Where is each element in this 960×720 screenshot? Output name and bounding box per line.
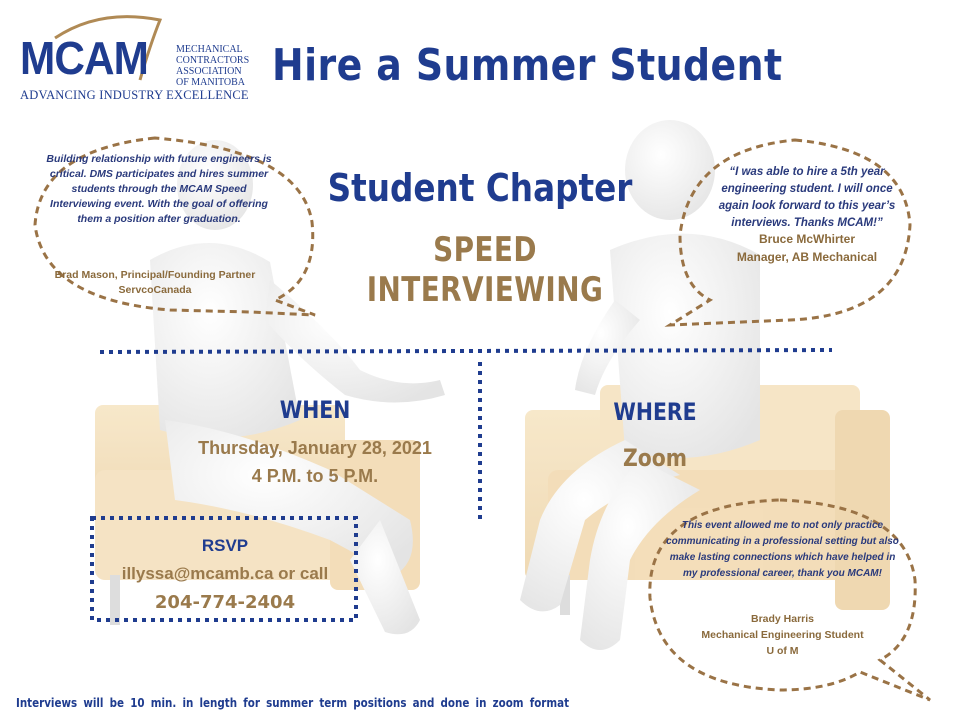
- event-time: 4 P.M. to 5 P.M.: [251, 466, 379, 486]
- event-name: SPEED INTERVIEWING: [366, 230, 604, 310]
- rsvp-contact: [100, 564, 350, 584]
- rsvp-heading: RSVP: [201, 536, 249, 555]
- quote-author: Brad Mason, Principal/Founding Partner: [54, 269, 256, 281]
- where-heading: WHERE: [613, 398, 697, 426]
- quote-company: ServcoCanada: [118, 284, 192, 296]
- footer-note: Interviews will be 10 min. in length for summer term positions and done in zoom format: [16, 696, 570, 710]
- quote-school: U of M: [766, 645, 799, 657]
- logo-org-line: CONTRACTORS: [176, 55, 250, 66]
- logo-organization-name: [176, 44, 271, 88]
- quote-company: Manager, AB Mechanical: [736, 250, 878, 264]
- page-title: Hire a Summer Student: [272, 40, 783, 91]
- logo-tagline: ADVANCING INDUSTRY EXCELLENCE: [20, 88, 249, 102]
- rsvp-phone[interactable]: 204-774-2404: [154, 592, 296, 613]
- quote-text: Building relationship with future engineers is critical. DMS participates and hires summer students through the MCAM Speed Interviewing event. With the goal of offering them a position after graduation.: [46, 153, 272, 225]
- rsvp-or-call: or call: [273, 564, 329, 583]
- quote-author: Bruce McWhirter: [758, 232, 856, 246]
- logo-org-line: OF MANITOBA: [176, 77, 245, 88]
- quote-attribution: [665, 611, 900, 659]
- logo-wordmark: MCAM: [20, 32, 148, 84]
- event-date: Thursday, January 28, 2021: [198, 438, 432, 458]
- horizontal-dotted-divider: [100, 350, 832, 352]
- when-heading: WHEN: [279, 396, 351, 424]
- quote-text: This event allowed me to not only practice communicating in a professional setting but also make lasting connections which have helped in my professional career, thank you MCAM!: [666, 520, 899, 579]
- quote-text: “I was able to hire a 5th year engineering student. I will once again look forward to this year’s interviews. Thanks MCAM!”: [718, 166, 896, 229]
- logo-org-line: ASSOCIATION: [176, 66, 242, 77]
- quote-author: Brady Harris: [750, 613, 815, 625]
- quote-attribution: [30, 268, 280, 298]
- rsvp-email-link[interactable]: illyssa@mcamb.ca: [121, 564, 274, 583]
- event-location: Zoom: [622, 444, 688, 472]
- logo-org-line: MECHANICAL: [176, 44, 243, 55]
- quote-attribution: [712, 230, 902, 266]
- section-subtitle: Student Chapter: [327, 166, 633, 210]
- quote-role: Mechanical Engineering Student: [701, 629, 864, 641]
- mcam-logo: [18, 30, 263, 110]
